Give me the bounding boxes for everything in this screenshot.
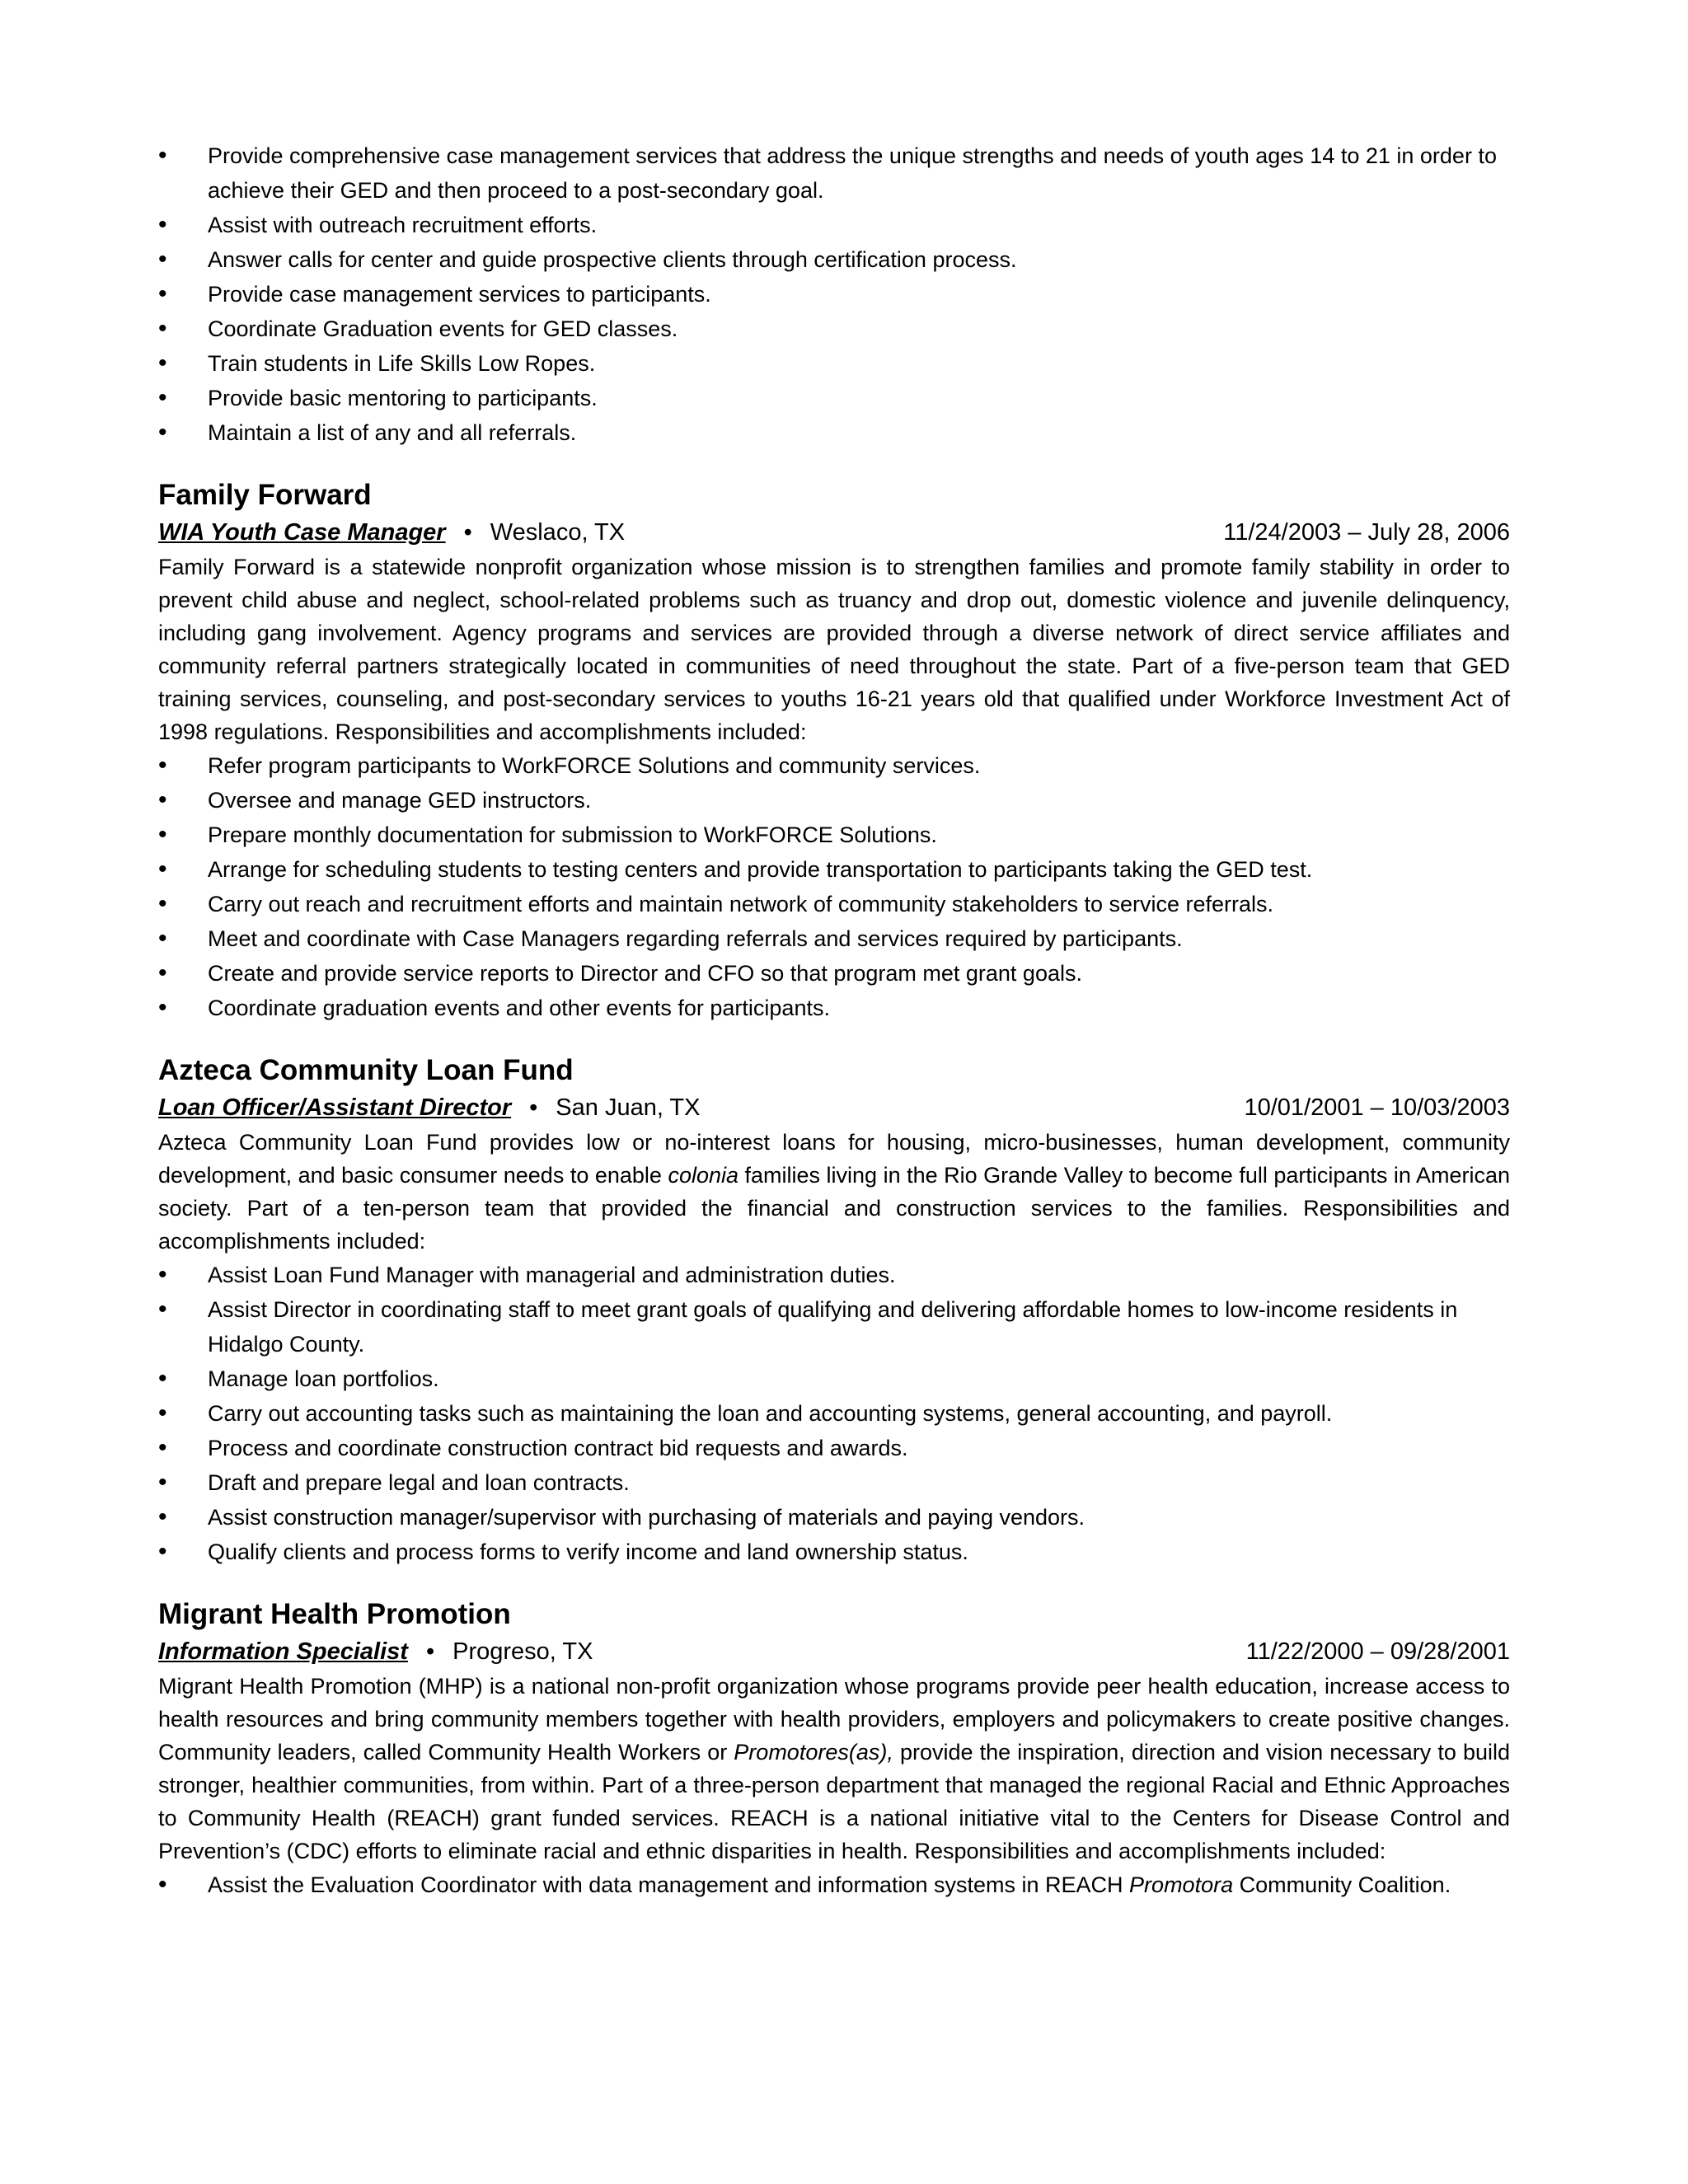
list-item: • Draft and prepare legal and loan contracts.	[158, 1465, 1510, 1500]
role-row	[158, 514, 1510, 551]
list-item: • Assist Loan Fund Manager with managerial and administration duties.	[158, 1258, 1510, 1292]
list-item: • Prepare monthly documentation for submission to WorkFORCE Solutions.	[158, 818, 1510, 852]
list-item: • Process and coordinate construction contract bid requests and awards.	[158, 1431, 1510, 1465]
separator-bullet: •	[425, 1638, 435, 1665]
list-item: • Answer calls for center and guide prospective clients through certification process.	[158, 242, 1510, 277]
job-bullet-list	[158, 1868, 1510, 1902]
description-text: Azteca Community Loan Fund provides low or no-interest loans for housing, micro-businesses, human development, community development, and basic consumer needs to enable	[158, 1130, 1510, 1188]
list-item: • Assist Director in coordinating staff to meet grant goals of qualifying and delivering affordable homes to low-income residents in Hidalgo County.	[158, 1292, 1510, 1361]
list-item	[158, 1868, 1510, 1902]
job-title: WIA Youth Case Manager	[158, 519, 446, 546]
list-item: • Maintain a list of any and all referrals.	[158, 415, 1510, 450]
list-item: • Provide comprehensive case management services that address the unique strengths and needs of youth ages 14 to 21 in order to achieve their GED and then proceed to a post-secondary goal.	[158, 138, 1510, 208]
job-bullet-list	[158, 1258, 1510, 1569]
list-item: • Meet and coordinate with Case Managers regarding referrals and services required by participants.	[158, 921, 1510, 956]
intro-bullet-list	[158, 138, 1510, 450]
list-item: • Oversee and manage GED instructors.	[158, 783, 1510, 818]
list-item: • Provide basic mentoring to participants.	[158, 381, 1510, 415]
job-location: San Juan, TX	[556, 1094, 701, 1121]
bullet-text: Community Coalition.	[1233, 1872, 1451, 1897]
job-description	[158, 1126, 1510, 1258]
job-dates: 10/01/2001 – 10/03/2003	[1244, 1094, 1510, 1121]
list-item: • Refer program participants to WorkFORCE Solutions and community services.	[158, 748, 1510, 783]
separator-bullet: •	[463, 519, 472, 546]
description-text: families living in the Rio Grande Valley to become full participants in American society. Part of a ten-person team that provided the financial and construction services to the families. Responsibilities and accomplishments included:	[158, 1163, 1510, 1254]
list-item: • Assist construction manager/supervisor with purchasing of materials and paying vendors.	[158, 1500, 1510, 1535]
description-text: provide the inspiration, direction and vision necessary to build stronger, healthier communities, from within. Part of a three-person department that managed the regional Racial and Ethnic Approaches to Community Health (REACH) grant funded services. REACH is a national initiative vital to the Centers for Disease Control and Prevention’s (CDC) efforts to eliminate racial and ethnic disparities in health. Responsibilities and accomplishments included:	[158, 1740, 1510, 1863]
job-description	[158, 1670, 1510, 1868]
bullet-italic-term: Promotora	[1129, 1872, 1234, 1897]
job-family-forward	[158, 476, 1510, 1025]
separator-bullet: •	[529, 1094, 538, 1121]
role-row	[158, 1633, 1510, 1670]
job-title: Loan Officer/Assistant Director	[158, 1094, 512, 1121]
description-italic-term: Promotores(as),	[734, 1740, 893, 1765]
organization-name: Family Forward	[158, 479, 372, 511]
list-item: • Assist with outreach recruitment efforts.	[158, 208, 1510, 242]
list-item: • Carry out accounting tasks such as maintaining the loan and accounting systems, general accounting, and payroll.	[158, 1396, 1510, 1431]
organization-name: Azteca Community Loan Fund	[158, 1054, 574, 1086]
role-row	[158, 1090, 1510, 1126]
job-dates: 11/22/2000 – 09/28/2001	[1245, 1638, 1510, 1665]
resume-page	[158, 138, 1510, 1902]
organization-name: Migrant Health Promotion	[158, 1598, 511, 1630]
bullet-text: Assist the Evaluation Coordinator with data management and information systems in REACH	[208, 1872, 1130, 1897]
job-description: Family Forward is a statewide nonprofit organization whose mission is to strengthen families and promote family stability in order to prevent child abuse and neglect, school-related problems such as truancy and drop out, domestic violence and juvenile delinquency, including gang involvement. Agency programs and services are provided through a diverse network of direct service affiliates and community referral partners strategically located in communities of need throughout the state. Part of a five-person team that GED training services, counseling, and post-secondary services to youths 16-21 years old that qualified under Workforce Investment Act of 1998 regulations. Responsibilities and accomplishments included:	[158, 555, 1510, 744]
list-item: • Carry out reach and recruitment efforts and maintain network of community stakeholders to service referrals.	[158, 887, 1510, 921]
job-dates: 11/24/2003 – July 28, 2006	[1223, 519, 1510, 546]
list-item: • Manage loan portfolios.	[158, 1361, 1510, 1396]
list-item: • Coordinate Graduation events for GED classes.	[158, 312, 1510, 346]
list-item: • Coordinate graduation events and other events for participants.	[158, 991, 1510, 1025]
job-location: Progreso, TX	[452, 1638, 593, 1665]
job-bullet-list	[158, 748, 1510, 1025]
list-item: • Arrange for scheduling students to testing centers and provide transportation to participants taking the GED test.	[158, 852, 1510, 887]
description-italic-term: colonia	[668, 1163, 738, 1188]
list-item: • Create and provide service reports to Director and CFO so that program met grant goals.	[158, 956, 1510, 991]
job-title: Information Specialist	[158, 1638, 408, 1665]
list-item: • Train students in Life Skills Low Ropes.	[158, 346, 1510, 381]
job-location: Weslaco, TX	[490, 519, 626, 546]
description-text: Migrant Health Promotion (MHP) is a national non-profit organization whose programs provide peer health education, increase access to health resources and bring community members together with health providers, employers and policymakers to create positive changes. Community leaders, called Community Health Workers or	[158, 1674, 1510, 1765]
list-item: • Qualify clients and process forms to verify income and land ownership status.	[158, 1535, 1510, 1569]
list-item: • Provide case management services to participants.	[158, 277, 1510, 312]
job-azteca-community-loan-fund	[158, 1052, 1510, 1569]
job-migrant-health-promotion	[158, 1596, 1510, 1902]
